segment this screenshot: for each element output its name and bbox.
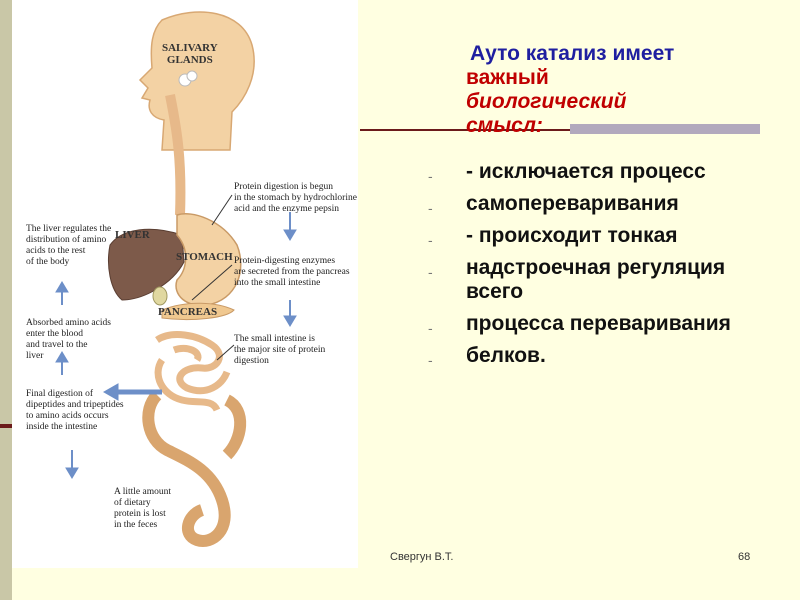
footer-author: Свергун В.Т. [390, 551, 454, 563]
bullet-item [428, 224, 768, 248]
feces-note: A little amount of dietary protein is lost in the feces [114, 487, 171, 530]
final-digestion-note: Final digestion of dipeptides and tripeptides to amino acids occurs inside the intestine [26, 389, 124, 432]
left-side-bar [0, 0, 12, 600]
intestine-note: The small intestine is the major site of protein digestion [234, 334, 326, 366]
digestive-system-figure [12, 0, 358, 568]
side-bar-marker [0, 424, 12, 428]
bullet-marker: - [428, 352, 433, 368]
bullet-text: надстроечная регуляция всего [466, 256, 726, 303]
salivary-glands-label: SALIVARY GLANDS [162, 42, 218, 66]
bullet-marker: - [428, 264, 433, 280]
bullet-item [428, 192, 768, 216]
bullet-marker: - [428, 232, 433, 248]
bullet-item [428, 344, 768, 368]
bullet-item [428, 160, 768, 184]
bullet-marker: - [428, 320, 433, 336]
bullet-text: белков. [466, 344, 546, 367]
bullet-text: - исключается процесс [466, 160, 706, 183]
title-line-4: смысл: [466, 114, 543, 137]
pancreas-label: PANCREAS [158, 306, 218, 318]
bullet-text: - происходит тонкая [466, 224, 678, 247]
bullet-text: самопереваривания [466, 192, 679, 215]
stomach-note: Protein digestion is begun in the stomach by hydrochlorine acid and the enzyme pepsin [234, 182, 357, 214]
absorbed-note: Absorbed amino acids enter the blood and travel to the liver [26, 318, 111, 361]
liver-label: LIVER [115, 229, 150, 241]
pancreas-note: Protein-digesting enzymes are secreted from the pancreas into the small intestine [234, 256, 350, 288]
footer-page-number: 68 [738, 551, 751, 563]
bullet-item [428, 256, 768, 304]
bullet-text: процесса переваривания [466, 312, 731, 335]
head-outline [140, 12, 254, 150]
bullet-marker: - [428, 168, 433, 184]
bullet-marker: - [428, 200, 433, 216]
bullet-item [428, 312, 768, 336]
bullet-list [428, 160, 768, 376]
slide-title [466, 42, 766, 138]
stomach-label: STOMACH [176, 251, 233, 263]
title-line-3: биологический [466, 90, 627, 113]
title-line-1: Ауто катализ имеет [470, 42, 675, 65]
liver-note: The liver regulates the distribution of amino acids to the rest of the body [26, 224, 112, 267]
title-line-2: важный [466, 66, 549, 89]
